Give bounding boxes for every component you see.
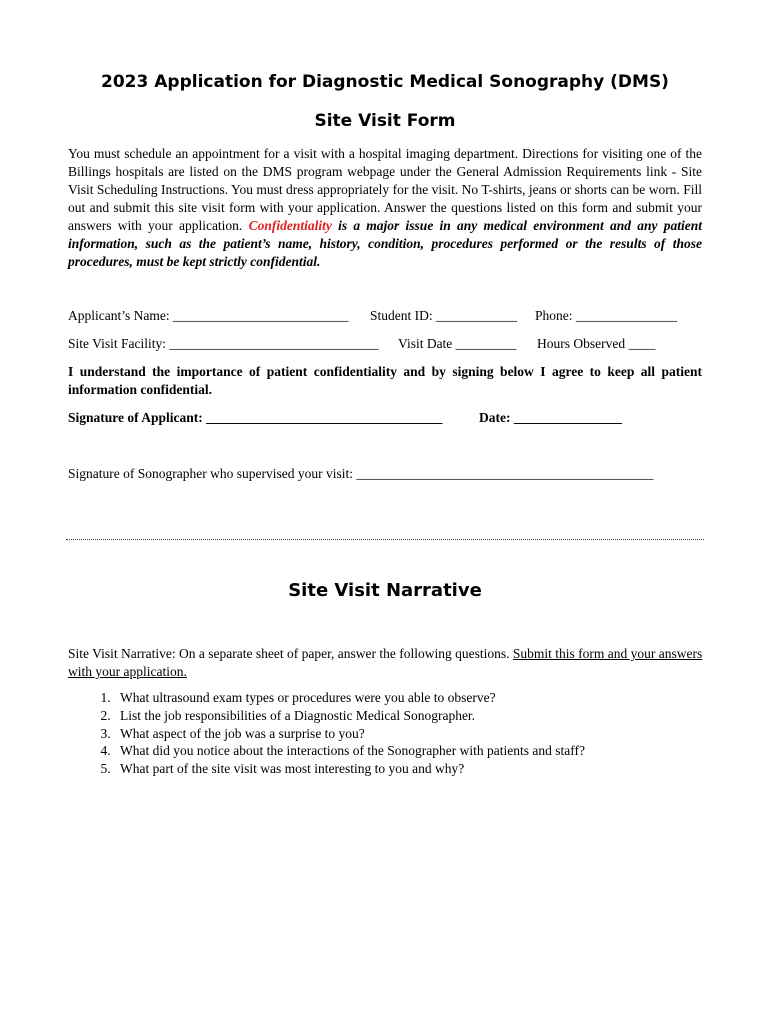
- document-title: 2023 Application for Diagnostic Medical Sonography (DMS): [101, 72, 669, 92]
- question-item: 3. What aspect of the job was a surprise to you?: [114, 725, 585, 743]
- narrative-intro: Site Visit Narrative: On a separate sheet of paper, answer the following questions.: [68, 646, 513, 661]
- intro-text: You must schedule an appointment for a visit with a hospital imaging department. Directions for visiting one of the Billings hospitals are listed on the DMS program webpage under the General Admission Requirements link - Site Visit Scheduling Instructions. You must dress appropriately for the visit. No T-shirts, jeans or shorts can be worn. Fill out and submit this site visit form with your application. Answer the questions listed on this form and submit your answers with your application.: [68, 146, 702, 233]
- question-item: 2. List the job responsibilities of a Diagnostic Medical Sonographer.: [114, 707, 585, 725]
- narrative-heading: Site Visit Narrative: [288, 580, 482, 601]
- intro-paragraph: [68, 145, 702, 271]
- sonographer-signature-field[interactable]: Signature of Sonographer who supervised your visit: ____________________________________________: [68, 466, 654, 481]
- confidentiality-word: Confidentiality: [248, 218, 332, 233]
- narrative-submit-note: Submit this form and your answers with your application.: [68, 646, 703, 679]
- visit-date-field[interactable]: Visit Date _________: [398, 336, 517, 351]
- narrative-questions: [68, 689, 585, 778]
- question-item: 1. What ultrasound exam types or procedures were you able to observe?: [114, 689, 585, 707]
- student-id-field[interactable]: Student ID: ____________: [370, 308, 517, 323]
- confidentiality-acknowledgement: I understand the importance of patient confidentiality and by signing below I agree to keep all patient information confidential.: [68, 364, 702, 397]
- applicant-signature-field[interactable]: Signature of Applicant: ___________________________________: [68, 410, 443, 425]
- section-divider: [66, 539, 704, 540]
- signature-date-field[interactable]: Date: ________________: [479, 410, 622, 425]
- hours-observed-field[interactable]: Hours Observed ____: [537, 336, 656, 351]
- site-visit-facility-field[interactable]: Site Visit Facility: _______________________________: [68, 336, 379, 351]
- question-item: 5. What part of the site visit was most interesting to you and why?: [114, 760, 585, 778]
- applicant-name-field[interactable]: Applicant’s Name: __________________________: [68, 308, 349, 323]
- form-subtitle: Site Visit Form: [314, 111, 456, 131]
- phone-field[interactable]: Phone: _______________: [535, 308, 678, 323]
- question-item: 4. What did you notice about the interactions of the Sonographer with patients and staff?: [114, 742, 585, 760]
- confidentiality-text: is a major issue in any medical environment and any patient information, such as the patient’s name, history, condition, procedures performed or the results of those procedures, must be kept strictly confidential.: [68, 218, 703, 269]
- narrative-instructions: [68, 645, 708, 681]
